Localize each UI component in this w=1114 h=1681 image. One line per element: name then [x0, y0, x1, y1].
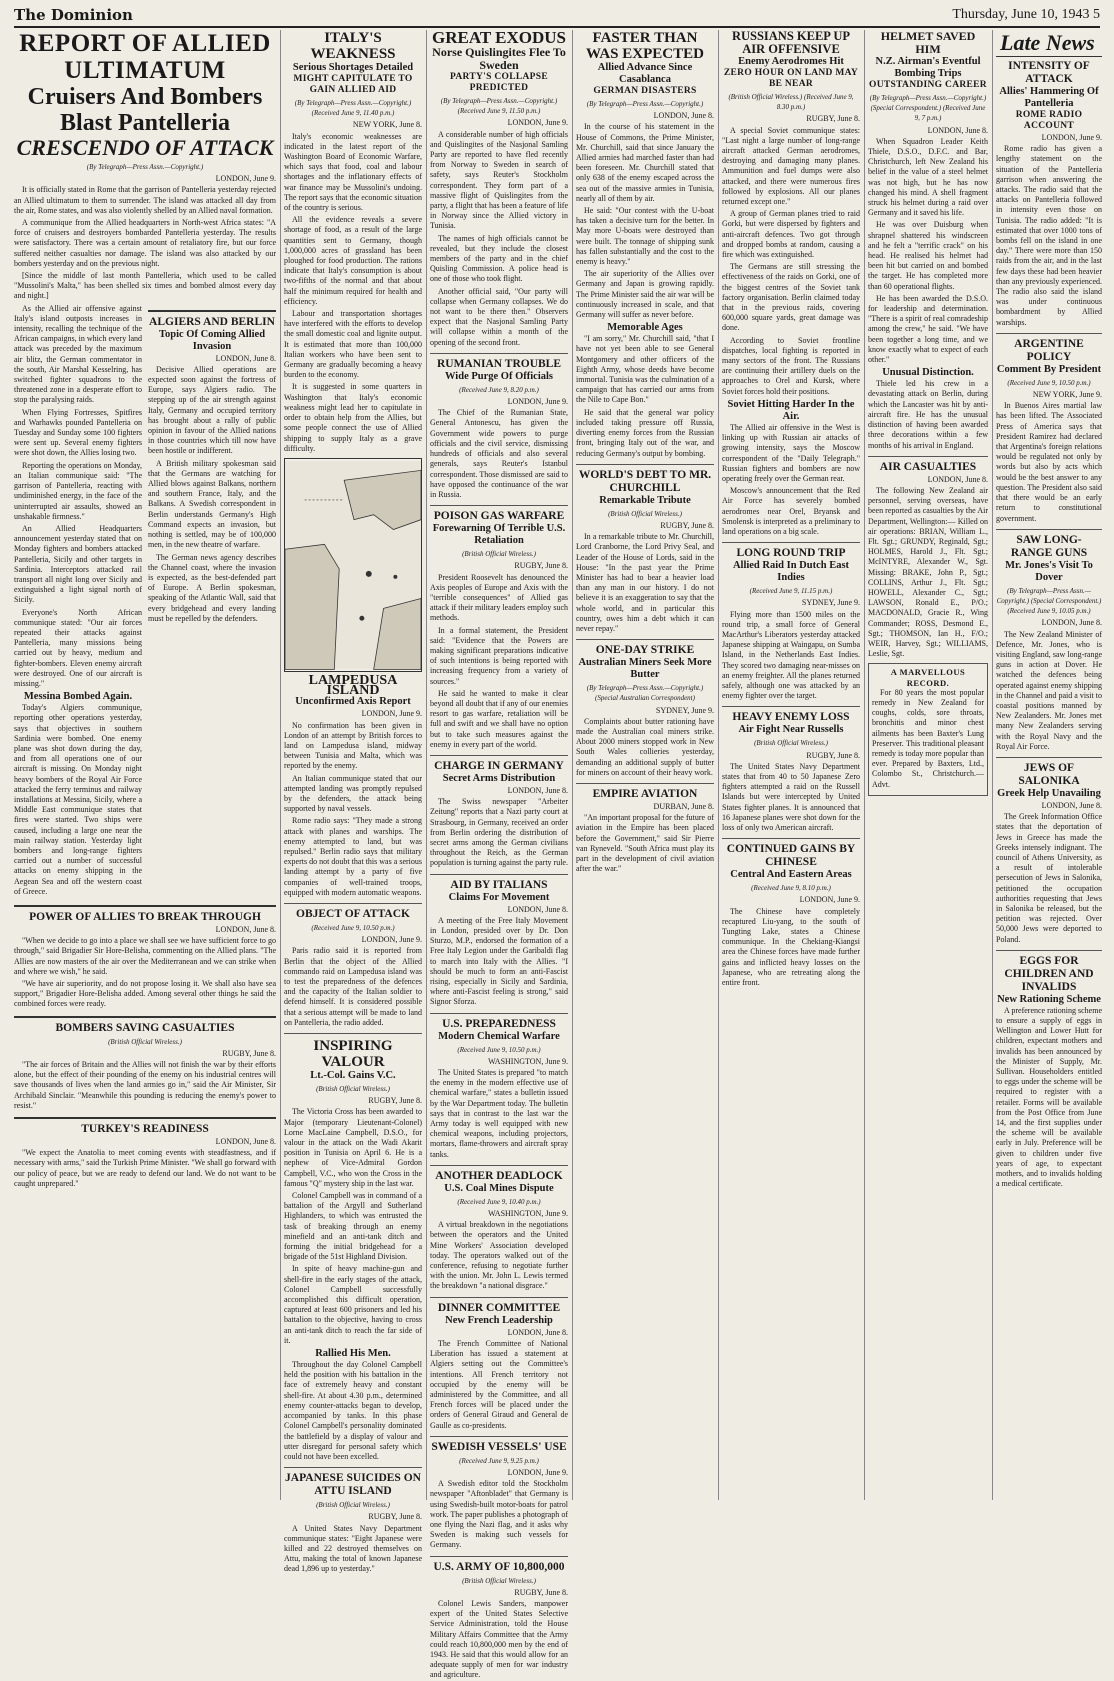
headline-bombers: BOMBERS SAVING CASUALTIES [55, 1021, 235, 1034]
headline-algiers: ALGIERS AND BERLIN [149, 315, 275, 328]
paragraph: When Flying Fortresses, Spitfires and Warhawks pounded Pantelleria on Tuesday and Sunday some 100 fighters were sent up. Several enemy fighters were shot down, the Allies losing two. [14, 407, 142, 458]
headline-turkey: TURKEY'S READINESS [81, 1123, 209, 1136]
headline-italy: ITALY'S WEAKNESS [310, 30, 396, 62]
column-6: HELMET SAVED HIM N.Z. Airman's Eventful Bombing Trips OUTSTANDING CAREER (By Telegraph—Press Assn.—Copyright.) (Special Correspondent.) (Received June 9, 7 p.m.) LONDON, June 8. When Squadron Leader Keith Thiele, D.S.O., D.F.C. and Bar, Christchurch, left New Zealand his belief in the value of a steel helmet was not high, but he has now changed his mind. A shell fragment struck his helmet during a raid over Germany and it saved his life. He was over Duisburg when shrapnel shattered his windscreen and he felt a "terrific crack" on his head. He realised his helmet had been hit but carried on and bombed the target. He has completed more than 60 operational flights. He has been awarded the D.S.O. for leadership and determination. "There is a spirit of real comradeship among the crew," he said. "We have been together a long time, and we know exactly what to expect of each other." Unusual Distinction. Thiele led his crew in a devastating attack on Berlin, during which the Lancaster was hit by anti-aircraft fire. He has the unusual distinction of having been awarded three decorations within a few months of his arrival in England. AIR CASUALTIES LONDON, June 8. The following New Zealand air personnel, serving overseas, have been reported as casualties by the Air Department, Wellington:— Killed on air operations: BRIAN, William L., Flt. Sgt.; GRUNDY, Reginald, Sgt.; HOLMES, Harold J., Flt. Sgt.; McINTYRE, Alexander W., Sgt. Missing: BRAKE, John P., Sgt.; COLLINS, Arthur J., Flt. Sgt.; HOWELL, Alexander C., Sgt.; LAWSON, Ronald E., P/O.; MACDONALD, Gracie R., Wing Commander; ROSS, Desmond E., Sgt.; THOMSON, Ian H., F/O.; WEIR, Harvey, Sgt.; WILLIAMS, Leslie, Sgt. A MARVELLOUS RECORD. For 80 years the most popular remedy in New Zealand for coughs, colds, sore throats, bronchitis and minor chest ailments has been Baxter's Lung Preserver. This traditional pleasant remedy is today more popular than ever. Prepared by Baxters, Ltd., Colombo St., Christchurch.—Advt. [868, 30, 988, 1500]
headline-power: POWER OF ALLIES TO BREAK THROUGH [29, 911, 261, 924]
column-late-news: Late News INTENSITY OF ATTACK Allies' Hammering Of Pantelleria ROME RADIO ACCOUNT LONDON, June 9. Rome radio has given a lengthy statement on the situation of the Pantelleria garrison when answering the attacks. The radio said that the attacks on Pantelleria followed in intensity even those on Tunisia. The radio added: "It is estimated that over 1000 tons of bombs fell on the island in one day." There were more than 150 raids from the air, and in the last few days these had been heavier than any previously experienced. The radio also said the island was under continuous bombardment by Allied warships. ARGENTINE POLICY Comment By President (Received June 9, 10.50 p.m.) NEW YORK, June 9. In Buenos Aires martial law has been lifted. The Associated Press of America says that President Ramirez had declared that Argentina's foreign relations would be regulated not only by words but also by acts which would be the best answer to any question. The President also said that there would be an early return to constitutional government. SAW LONG-RANGE GUNS Mr. Jones's Visit To Dover (By Telegraph—Press Assn.—Copyright.) (Special Correspondent.) (Received June 9, 10.05 p.m.) LONDON, June 8. The New Zealand Minister of Defence, Mr. Jones, who is visiting England, saw long-range guns in action at Dover. He watched the defences being operated against enemy shipping in the Channel and paid a visit to coastal positions manned by New Zealanders. Mr. Jones met many New Zealanders serving with the Royal Navy and the Royal Air Force. JEWS OF SALONIKA Greek Help Unavailing LONDON, June 8. The Greek Information Office states that the deportation of Jews in Greece has made the Greeks intensely indignant. The council of Athens University, as a result of intolerable persecution of Jews in Salonika, petitioned the occupation authorities requesting that Jews in Salonika be released, but the petition was rejected. Over 50,000 Jews were deported to Poland. EGGS FOR CHILDREN AND INVALIDS New Rationing Scheme A preference rationing scheme to ensure a supply of eggs in Wellington and Lower Hutt for children, expectant mothers and invalids has been announced by the Minister of Supply, Mr. Sullivan. Householders entitled to eggs under the scheme will be required to register with a retailer. Forms will be available from the Post Office from June 14, and the first supplies under the scheme will be available early in July. Preference will be given to children under five years of age, to expectant mothers, and to invalids holding a medical certificate. [996, 30, 1102, 1189]
subhead-crescendo: CRESCENDO OF ATTACK [16, 135, 274, 160]
map-caption: LAMPEDUSA ISLAND [308, 672, 398, 699]
paper-name: The Dominion [14, 6, 133, 24]
subhead: Topic Of Coming Allied Invasion [158, 328, 266, 352]
column-4: FASTER THAN WAS EXPECTED Allied Advance Since Casablanca GERMAN DISASTERS (By Telegraph—Press Assn.—Copyright.) LONDON, June 8. In the course of his statement in the House of Commons, the Prime Minister, Mr. Churchill, said that since January the Allied armies had marched faster than had been foreseen. Mr. Churchill stated that only 638 of the enemy escaped across the sea out of the massive armies in Tunisia, nearly all of them by air. He said: "Our contest with the U-boat has taken a decisive turn for the better. In May more U-boats were destroyed than were built. The tonnage of shipping sunk has fallen substantially and the cost to the enemy is heavy." The air superiority of the Allies over Germany and Japan is growing rapidly. The Prime Minister said the air war will be continuously increased in scale, and that Germany will suffer as never before. Memorable Ages "I am sorry," Mr. Churchill said, "that I have not yet been able to see General Montgomery and other officers of the Eighth Army, whose deeds have become immortal. Tunisia was the culmination of a campaign that has carried our arms from the Nile to Cape Bon." He said that the general war policy included taking pressure off Russia, diverting enemy forces from the Russian front, bringing Italy out of the war, and reducing Germany's output by bombing. WORLD'S DEBT TO MR. CHURCHILL Remarkable Tribute (British Official Wireless.) RUGBY, June 8. In a remarkable tribute to Mr. Churchill, Lord Cranborne, the Lord Privy Seal, and Leader of the House of Lords, said in the House: "In the past year the Prime Minister has had to bear a heavier load than any man in our history. I do not believe it is an exaggeration to say that the whole world, and in particular this country, owes him a debt which it can never repay." ONE-DAY STRIKE Australian Miners Seek More Butter (By Telegraph—Press Assn.—Copyright.) (Special Australian Correspondent) SYDNEY, June 9. Complaints about butter rationing have made the Australian coal miners strike. About 2000 miners stopped work in New South Wales collieries yesterday, demanding an additional supply of butter for miners on account of their heavy work. EMPIRE AVIATION DURBAN, June 8. "An important proposal for the future of aviation in the Empire has been placed before the Government," said Sir Pierre van Ryneveld. "South Africa must play its part in the development of civil aviation after the war." [576, 30, 714, 874]
paragraph: [Since the middle of last month Pantelleria, which used to be called "Mussolini's Malta," has been shelled six times and bombed almost every day and night.] [14, 271, 276, 301]
headline-japanese: JAPANESE SUICIDES ON ATTU ISLAND [285, 1472, 421, 1498]
paragraph: Today's Algiers communique, reporting other operations yesterday, says that objectives in southern Sardinia were bombed. One enemy plane was shot down during the day, and from all operations one of our aircraft is missing. On Monday night heavy bombers of the Royal Air Force attacked the ferry terminus and railway installations at Messina, Sicily, where a Middle East communique states that fires were started. Two ships were caused, including a large one near the main railway station. Yesterday light bombers and long-range fighters carried out a number of successful attacks on enemy shipping in the Aegean Sea and off the western coast of Greece. [14, 703, 142, 896]
headline-ultimatum: REPORT OF ALLIED ULTIMATUM [19, 30, 271, 84]
paragraph: An Allied Headquarters announcement yesterday stated that on Monday fighters and bombers attacked Pantelleria, Sicily and other targets in Sardinia. Interceptors attacked rail transport all night long over Sicily and extinguished a light signal north of Sicily. [14, 523, 142, 605]
map-graphic [285, 459, 421, 671]
paragraph: It is officially stated in Rome that the garrison of Pantelleria yesterday rejected an Allied ultimatum to them to surrender. The island was attacked all day from the air, Rome states, and was also violently shelled by an Allied naval formation. [14, 185, 276, 215]
column-3: GREAT EXODUS Norse Quislingites Flee To Sweden PARTY'S COLLAPSE PREDICTED (By Telegraph—Press Assn.—Copyright.) (Received June 9, 11.50 p.m.) LONDON, June 9. A considerable number of high officials and Quislingites of the Nasjonal Samling Party are reported to have fled recently from Norway to Sweden in search of safety, says Reuter's Stockholm correspondent. They form part of a massive flight of Quislingites from the party, a flight that has been a feature of life in Norway since the Allied victory in Tunisia. The names of high officials cannot be revealed, but they include the closest members of the party and in the chief Quisling Commission. A police head is one of those who took flight. Another official said, "Our party will collapse when Germany collapses. We do not want to be there then." Observers expect that the Nasjonal Samling Party will collapse within a month of the opening of the second front. RUMANIAN TROUBLE Wide Purge Of Officials (Received June 9, 8.20 p.m.) LONDON, June 9. The Chief of the Rumanian State, General Antonescu, has given the Government wide powers to purge officials and the civil service, dismissing hundreds of officials and also several generals, says Reuter's Istanbul correspondent. Those dismissed are said to have opposed the continuance of the war in Russia. POISON GAS WARFARE Forewarning Of Terrible U.S. Retaliation (British Official Wireless.) RUGBY, June 8. President Roosevelt has denounced the Axis peoples of Europe and Axis with the "terrible consequences" of Allied gas attack if their military leaders employ such methods. In a formal statement, the President said: "Evidence that the Powers are making significant preparations indicative of such intentions is being reported with increasing frequency from a variety of sources." He said he wanted to make it clear beyond all doubt that if any of our enemies resort to gas warfare, retaliation will be full and swift and we shall have no option but to take such measures against the enemy in every part of the world. CHARGE IN GERMANY Secret Arms Distribution LONDON, June 8. The Swiss newspaper "Arbeiter Zeitung" reports that a Nazi party court at Strasbourg, in Germany, received an order from Berlin ordering the distribution of secret arms among the German civilians throughout the Reich, as the German population is turning against the party rule. AID BY ITALIANS Claims For Movement LONDON, June 8. A meeting of the Free Italy Movement in London, presided over by Dr. Don Sturzo, M.P., endorsed the formation of a Free Italy Legion under the Garibaldi flag to march into Italy with the Allies. "I should be much to form an anti-Fascist rising, especially in Sicily and Sardinia, where anti-Fascist feeling is strong," said Signor Sforza. U.S. PREPAREDNESS Modern Chemical Warfare (Received June 9, 10.50 p.m.) WASHINGTON, June 9. The United States is prepared "to match the enemy in the modern effective use of chemical warfare," states a bulletin issued by the War Department today. The bulletin says that in contrast to the last war the Army today is well equipped with new chemical weapons, including projectors, mortars, flame-throwers and aircraft spray tanks. ANOTHER DEADLOCK U.S. Coal Mines Dispute (Received June 9, 10.40 p.m.) WASHINGTON, June 9. A virtual breakdown in the negotiations between the operators and the United Mine Workers' Association developed today. The operators walked out of the conference, refusing to negotiate further with the union. Mr. John L. Lewis termed the breakdown "a national disgrace." DINNER COMMITTEE New French Leadership LONDON, June 8. The French Committee of National Liberation has issued a statement at Algiers setting out the Committee's intentions. All French territory not occupied by the enemy will be administered by the Committee, and all French forces will be placed under the orders of General Giraud and General de Gaulle as co-presidents. SWEDISH VESSELS' USE (Received June 9, 9.25 p.m.) LONDON, June 9. A Swedish editor told the Stockholm newspaper "Aftonbladet" that Germany is using Swedish-built motor-boats for patrol work. The paper publishes a photograph of one flying the Nazi flag, and it asks why Sweden is making such vessels for Germany. U.S. ARMY OF 10,800,000 (British Official Wireless.) RUGBY, June 8. Colonel Lewis Sanders, manpower expert of the United States Selective Service Administration, told the House Military Affairs Committee that the Army could reach 10,800,000 men by the end of 1943. He said that this would allow for an adequate supply of men for war industry and agriculture. [430, 28, 568, 1680]
late-news-banner: Late News [996, 30, 1102, 57]
masthead [14, 4, 1100, 28]
paragraph: As the Allied air offensive against Italy's island outposts increases in intensity, recalling the technique of the African campaigns, in which every land attack was preceded by the maximum air blitz, the German commentator in the south, Air Marshal Kesselring, has switched fighter squadrons to the threatened zone in a desperate effort to stop the paralysing raids. [14, 303, 142, 405]
paragraph: A communique from the Allied headquarters in North-west Africa states: "A force of cruisers and destroyers bombarded Pantelleria yesterday. The results were satisfactory. There was a certain amount of retaliatory fire, but our force suffered neither casualties nor damage. The island was also attacked by our bombers yesterday and on the previous night. [14, 218, 276, 268]
column-2: ITALY'S WEAKNESS Serious Shortages Detailed MIGHT CAPITULATE TO GAIN ALLIED AID (By Telegraph—Press Assn.—Copyright.) (Received June 9, 11.40 p.m.) NEW YORK, June 8. Italy's economic weaknesses are indicated in the latest report of the Washington Board of Economic Warfare, which says that food, coal and labour shortages and the inflationary effects of war finance may be Mussolini's undoing. The report says that the economic situation of the country is serious. All the evidence reveals a severe shortage of food, as a result of the large quantities sent to Germany, though 1,000,000 acres of grassland has been ploughed for food production. The rations indicate that Italy's consumption is about two-fifths of the normal and that about half the minimum required for health and efficiency. Labour and transportation shortages have interfered with the efforts to develop the small domestic coal and lignite output. It is estimated that more than 100,000 Italian workers who have been sent to Germany are gradually becoming a heavy burden to the economy. It is suggested in some quarters in Washington that Italy's economic weakness might lead her to capitulate in order to obtain help from the Allies, but some people connect the use of Allied shipping to supply Italy as a grave difficulty. LAMPEDUSA ISLAND Unconfirmed Axis Report LONDON, June 9. No confirmation has been given in London of an attempt by British forces to land on Lampedusa island, midway between Tunisia and Malta, which was reported by the enemy. An Italian communique stated that our attempted landing was promptly repulsed by the defenders, the attack being supported by naval vessels. Rome radio says: "They made a strong attack with planes and warships. The enemy attempted to land, but was repulsed." Berlin radio says that military experts do not doubt that this was a serious landing attempt by a party of five companies of well-trained troops, equipped with modern automatic weapons. OBJECT OF ATTACK (Received June 9, 10.50 p.m.) LONDON, June 9. Paris radio said it is reported from Berlin that the object of the Allied commando raid on Lampedusa island was to test the preparedness of the defences and the capacity of the Italian soldier to defend himself. It is considered possible that a serious attempt will be made to land on Pantelleria, the radio added. INSPIRING VALOUR Lt.-Col. Gains V.C. (British Official Wireless.) RUGBY, June 8. The Victoria Cross has been awarded to Major (temporary Lieutenant-Colonel) Lorne MacLaine Campbell, D.S.O., for valour in the attack on the Wadi Akarit position in Tunisia on April 6. He is a nephew of Vice-Admiral Gordon Campbell, V.C., who won the Cross in the famous "Q" mystery ship in the last war. Colonel Campbell was in command of a battalion of the Argyll and Sutherland Highlanders, to which was entrusted the task of breaking through an enemy minefield and an anti-tank ditch and forming the initial bridgehead for a brigade of the 51st Highland Division. In spite of heavy machine-gun and shell-fire in the early stages of the attack, Colonel Campbell successfully accomplished this difficult operation, captured at least 600 prisoners and led his battalion to the objective, having to cross an anti-tank ditch to reach the far side of it. Rallied His Men. Throughout the day Colonel Campbell held the position with his battalion in the face of extremely heavy and constant shell-fire. At about 4.30 p.m., determined enemy counter-attacks began to develop, accompanied by tanks. In this phase Colonel Campbell's personality dominated the battlefield by a display of valour and utter disregard for personal safety which could not have been excelled. JAPANESE SUICIDES ON ATTU ISLAND (British Official Wireless.) RUGBY, June 8. A United States Navy Department communique states: "Eight Japanese were killed and 22 destroyed themselves on Attu, making the total of known Japanese dead 1,896 up to yesterday." [284, 30, 422, 1574]
paragraph: Everyone's North African communique stated: "Our air forces repeated their attacks against Pantelleria, many missions being carried out by heavy, medium and fighter-bombers. Eleven enemy aircraft were destroyed. One of our aircraft is missing." [14, 607, 142, 688]
issue-date: Thursday, June 10, 1943 [952, 7, 1090, 22]
lampedusa-map [284, 458, 422, 672]
column-1: REPORT OF ALLIED ULTIMATUM Cruisers And Bombers Blast Pantelleria CRESCENDO OF ATTACK (By Telegraph—Press Assn.—Copyright.) LONDON, June 9. It is officially stated in Rome that the garrison of Pantelleria yesterday rejected an Allied ultimatum to them to surrender. The island was attacked all day from the air, Rome states, and was also violently shelled by an Allied naval formation. A communique from the Allied headquarters in North-west Africa states: "A force of cruisers and destroyers bombarded Pantelleria yesterday. The results were satisfactory. There was a certain amount of retaliatory fire, but our force suffered neither casualties nor damage. The island was also attacked by our bombers yesterday and on the previous night. [Since the middle of last month Pantelleria, which used to be called "Mussolini's Malta," has been shelled six times and bombed almost every day and night.] As the Allied air offensive against Italy's island outposts increases in intensity, recalling the technique of the African campaigns, in which every land attack was preceded by the maximum air blitz, the German commentator in the south, Air Marshal Kesselring, has switched fighter squadrons to the threatened zone in a desperate effort to stop the paralysing raids. When Flying Fortresses, Spitfires and Warhawks pounded Pantelleria on Tuesday and Sunday some 100 fighters were sent up. Several enemy fighters were shot down, the Allies losing two. Reporting the operations on Monday, an Italian communique said: "The garrison of Pantelleria, reacting with undiminished energy, in the face of the uninterrupted air assaults, showed an unshakable firmness." An Allied Headquarters announcement yesterday stated that on Monday fighters and bombers attacked Pantelleria, Sicily and other targets in Sardinia. Interceptors attacked rail transport all night long over Sicily and extinguished a light signal north of Sicily. Everyone's North African communique stated: "Our air forces repeated their attacks against Pantelleria, many missions being carried out by heavy, medium and fighter-bombers. Eleven enemy aircraft were destroyed. One of our aircraft is missing." Messina Bombed Again. Today's Algiers communique, reporting other operations yesterday, says that objectives in southern Sardinia were bombed. One enemy plane was shot down during the day, and from all operations one of our aircraft is missing. On Monday night heavy bombers of the Royal Air Force attacked the ferry terminus and railway installations at Messina, Sicily, where a Middle East communique states that fires were started. Two ships were caused, including a large one near the main railway station. Yesterday light bombers and long-range fighters carried out a number of successful attacks on enemy shipping in the Aegean Sea and off the western coast of Greece. ALGIERS AND BERLIN Topic Of Coming Allied Invasion LONDON, June 8. Decisive Allied operations are expected soon against the fortress of Europe, says Algiers radio. The stepping up of the air strength against Italy, Germany and occupied territory has brought about a rally of public opinion in favour of the Allied nations in those countries which till now have been hostile or indifferent. A British military spokesman said that the Germans are watching for Allied blows against Balkans, northern and southern France, Italy, and the Balkans. A Swedish correspondent in Berlin understands Germany's High Command expects an invasion, but nothing is settled, may be of 100,000 men, in the new theatre of warfare. The German news agency describes the Channel coast, where the invasion is expected, as the best-defended part of Europe. A Berlin spokesman, speaking of the Atlantic Wall, said that every bridgehead and every landing must be repelled by the defenders. POWER OF ALLIES TO BREAK THROUGH LONDON, June 8. "When we decide to go into a place we shall see we have sufficient force to go through," said Brigadier Sir Hore-Belisha, commenting on the Allied plans. "The Allies are now masters of the air over the Mediterranean and we can strike when and where we wish," he said. "We have air superiority, and do not propose losing it. We shall also have sea support," Brigadier Hore-Belisha added. Among several other things he said the combined forces were ready. BOMBERS SAVING CASUALTIES (British Official Wireless.) RUGBY, June 8. "The air forces of Britain and the Allies will not finish the war by their efforts alone, but the effect of their pounding of the enemy on his industrial centres will save thousands of lives when the land armies go in," said the Air Minister, Sir Archibald Sinclair. "Meanwhile this pounding is reducing the enemy's power to resist." TURKEY'S READINESS LONDON, June 8. "We expect the Anatolia to meet coming events with steadfastness, and if necessary with arms," said the Turkish Prime Minister. "We shall go forward with our policy of peace, but we are ready to defend our land. We do not want to be caught unprepared." [14, 30, 276, 1188]
subhead-messina: Messina Bombed Again. [23, 691, 133, 703]
advertisement: A MARVELLOUS RECORD. For 80 years the most popular remedy in New Zealand for coughs, colds, sore throats, bronchitis and minor chest ailments has been Baxter's Lung Preserver. This traditional pleasant remedy is today more popular than ever. Prepared by Baxters, Ltd., Colombo St., Christchurch.—Advt. [868, 663, 988, 795]
column-5: RUSSIANS KEEP UP AIR OFFENSIVE Enemy Aerodromes Hit ZERO HOUR ON LAND MAY BE NEAR (British Official Wireless.) (Received June 9, 8.30 p.m.) RUGBY, June 8. A special Soviet communique states: "Last night a large number of long-range aircraft attacked German aerodromes, destroying and damaging many planes. Ammunition and fuel dumps were also attacked, and there were numerous fires followed by explosions. All our planes returned except one." A group of German planes tried to raid Gorki, but were dispersed by fighters and anti-aircraft defences. Two got through and dropped bombs at random, causing a fire which was extinguished. The Germans are still stressing the effectiveness of the raids on Gorki, one of the biggest centres of the Soviet tank factory organisation. Berlin claimed today that in the previous raids, covering 600,000 square yards, great damage was done. According to Soviet frontline dispatches, local fighting is reported in many sectors of the front. The Russians are continuing their artillery duels on the approaches to Orel and Kursk, where Soviet forces hold their positions. Soviet Hitting Harder In the Air. The Allied air offensive in the West is linking up with Russian air attacks of growing intensity, says the Moscow correspondent of the "Daily Telegraph." Russian fighters and bombers are now operating freely over the German rear. Moscow's announcement that the Red Air Force has severely bombed aerodromes near Orel, Bryansk and Smolensk is interpreted as a preliminary to land operations on a big scale. LONG ROUND TRIP Allied Raid In Dutch East Indies (Received June 9, 11.15 p.m.) SYDNEY, June 9. Flying more than 1500 miles on the round trip, a small force of General MacArthur's Liberators yesterday attacked Japanese shipping at Waingapu, on Sumba Island, in the Netherlands East Indies. They scored two damaging near-misses on an enemy freighter. All the planes returned safely, although one was attacked by an enemy fighter over the target. HEAVY ENEMY LOSS Air Fight Near Russells (British Official Wireless.) RUGBY, June 8. The United States Navy Department states that from 40 to 50 Japanese Zero fighters attempted a raid on the Russell Islands but were intercepted by United States fighter planes. It is announced that 16 Japanese planes were shot down for the loss of only two American aircraft. CONTINUED GAINS BY CHINESE Central And Eastern Areas (Received June 9, 8.10 p.m.) LONDON, June 9. The Chinese have completely recaptured Liu-yang, to the south of Tungting Lake, states a Chinese communique. In the Chekiang-Kiangsi area the Chinese forces have made further gains and inflicted heavy losses on the Japanese, who are retreating along the entire front. [722, 29, 860, 988]
headline-exodus: GREAT EXODUS [432, 28, 566, 47]
credit: (By Telegraph—Press Assn.—Copyright.) [86, 163, 204, 171]
headline-valour: INSPIRING VALOUR [313, 1038, 393, 1070]
paragraph: Reporting the operations on Monday, an Italian communique said: "The garrison of Pantelleria, reacting with undiminished energy, in the face of the uninterrupted air assaults, showed an unshakable firmness." [14, 460, 142, 521]
dateline: LONDON, June 9. [215, 174, 276, 184]
headline-object: OBJECT OF ATTACK [296, 907, 410, 920]
subhead-cruisers: Cruisers And Bombers Blast Pantelleria [27, 84, 263, 136]
page-number: 5 [1093, 7, 1100, 22]
